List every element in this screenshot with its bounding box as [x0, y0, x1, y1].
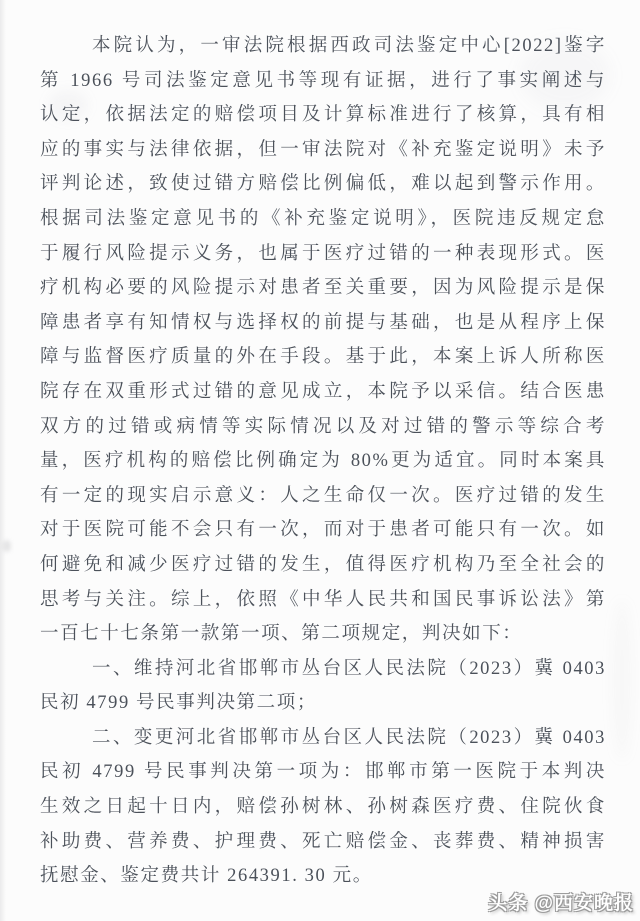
- text-line: 第 1966 号司法鉴定意见书等现有证据，进行了事实阐述与: [40, 70, 606, 91]
- text-line: 思考与关注。综上，依照《中华人民共和国民事诉讼法》第: [40, 589, 606, 610]
- text-line: 有一定的现实启示意义：人之生命仅一次。医疗过错的发生: [40, 485, 606, 506]
- text-line: 疗机构必要的风险提示对患者至关重要，因为风险提示是保: [40, 278, 606, 299]
- text-line: 民初 4799 号民事判决第一项为：邯郸市第一医院于本判决: [40, 762, 606, 783]
- scan-artifact: [3, 540, 11, 552]
- text-line: 对于医院可能不会只有一次，而对于患者可能只有一次。如: [40, 520, 606, 541]
- text-line: 障患者享有知情权与选择权的前提与基础，也是从程序上保: [40, 312, 606, 333]
- text-line: 根据司法鉴定意见书的《补充鉴定说明》，医院违反规定怠: [40, 208, 606, 229]
- text-line: 应的事实与法律依据，但一审法院对《补充鉴定说明》未予: [40, 139, 606, 160]
- toutiao-watermark: [488, 888, 634, 915]
- text-line: 于履行风险提示义务，也属于医疗过错的一种表现形式。医: [40, 243, 606, 264]
- watermark-text: 头条 @西安晚报: [488, 893, 634, 914]
- text-line: 评判论述，致使过错方赔偿比例偏低，难以起到警示作用。: [40, 174, 606, 195]
- text-line: 本院认为，一审法院根据西政司法鉴定中心[2022]鉴字: [92, 36, 606, 56]
- text-line: 一、维持河北省邯郸市丛台区人民法院（2023）冀 0403: [92, 658, 606, 679]
- text-line: 障与监督医疗质量的外在手段。基于此，本案上诉人所称医: [40, 347, 606, 368]
- text-line: 补助费、营养费、护理费、死亡赔偿金、丧葬费、精神损害: [40, 831, 606, 852]
- text-line: 院存在双重形式过错的意见成立，本院予以采信。结合医患: [40, 381, 606, 402]
- text-line: 民初 4799 号民事判决第二项；: [40, 693, 317, 714]
- text-line: 一百七十七条第一款第一项、第二项规定，判决如下：: [40, 624, 523, 645]
- text-line: 生效之日起十日内，赔偿孙树林、孙树森医疗费、住院伙食: [40, 797, 606, 818]
- text-line: 何避免和减少医疗过错的发生，值得医疗机构乃至全社会的: [40, 554, 606, 575]
- scan-edge-shadow: [0, 0, 6, 921]
- text-line: 认定，依据法定的赔偿项目及计算标准进行了核算，具有相: [40, 105, 606, 126]
- text-line: 双方的过错或病情等实际情况以及对过错的警示等综合考: [40, 416, 606, 437]
- text-line: 量，医疗机构的赔偿比例确定为 80%更为适宜。同时本案具: [40, 451, 606, 472]
- judgment-text-block: [40, 29, 606, 894]
- text-line: 二、变更河北省邯郸市丛台区人民法院（2023）冀 0403: [92, 727, 606, 748]
- text-line: 抚慰金、鉴定费共计 264391. 30 元。: [40, 866, 373, 887]
- scan-artifact: [612, 600, 632, 760]
